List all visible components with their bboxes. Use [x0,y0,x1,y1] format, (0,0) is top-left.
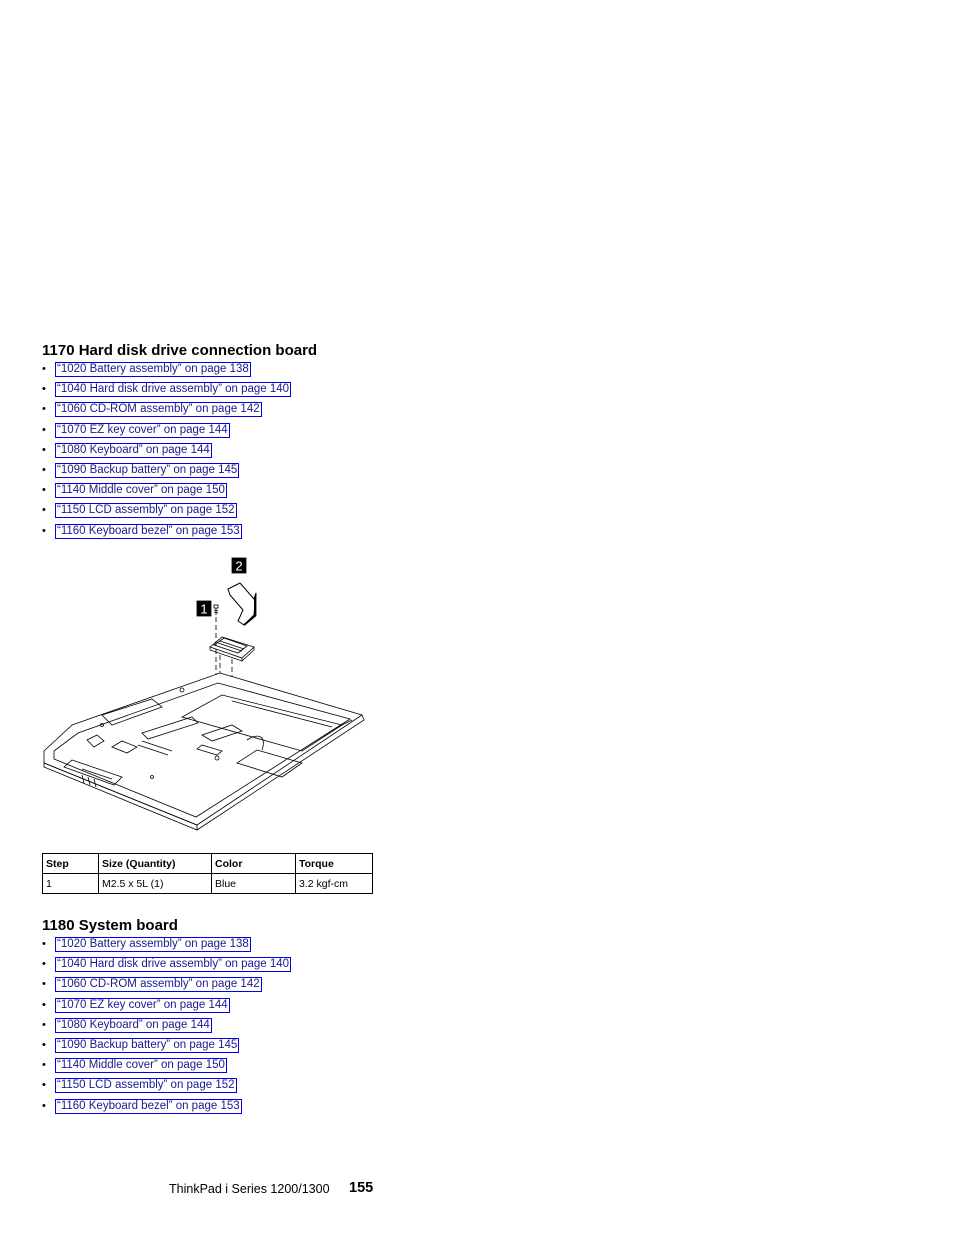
callout-1-label: 1 [200,601,208,617]
bullet-icon: • [42,1038,46,1051]
link-hard-disk-drive-assembly[interactable]: “1040 Hard disk drive assembly” on page 140 [57,958,290,971]
list-item [42,401,291,421]
bullet-icon: • [42,524,46,537]
bullet-icon: • [42,1079,46,1092]
bullet-icon: • [42,443,46,456]
list-item [42,956,291,976]
bullet-icon: • [42,978,46,991]
link-keyboard[interactable]: “1080 Keyboard” on page 144 [57,443,210,456]
list-item [42,1017,291,1037]
list-item [42,936,291,956]
removal-diagram [42,555,372,835]
callout-2-label: 2 [235,558,243,574]
list-item [42,422,291,442]
link-keyboard[interactable]: “1080 Keyboard” on page 144 [57,1018,210,1031]
callout-2 [232,558,246,574]
column-header-step: Step [43,854,99,874]
screw-spec-table [42,853,373,894]
bullet-icon: • [42,958,46,971]
link-lcd-assembly[interactable]: “1150 LCD assembly” on page 152 [57,504,235,517]
table-header-row [43,854,373,874]
list-item [42,482,291,502]
bullet-icon: • [42,403,46,416]
column-header-size: Size (Quantity) [99,854,212,874]
prerequisite-list-hdd-connection-board [42,361,291,543]
bullet-icon: • [42,504,46,517]
bullet-icon: • [42,463,46,476]
link-keyboard-bezel[interactable]: “1160 Keyboard bezel” on page 153 [57,524,240,537]
column-header-color: Color [212,854,296,874]
prerequisite-list-system-board [42,936,291,1118]
list-item [42,442,291,462]
cell-step: 1 [43,874,99,894]
list-item [42,361,291,381]
list-item [42,976,291,996]
bullet-icon: • [42,423,46,436]
link-ez-key-cover[interactable]: “1070 EZ key cover” on page 144 [57,998,228,1011]
link-middle-cover[interactable]: “1140 Middle cover” on page 150 [57,484,225,497]
bullet-icon: • [42,383,46,396]
bullet-icon: • [42,938,46,950]
bullet-icon: • [42,484,46,497]
system-chassis [44,673,364,830]
bullet-icon: • [42,1018,46,1031]
list-item [42,997,291,1017]
table-row [43,874,373,894]
section-heading-hdd-connection-board: 1170 Hard disk drive connection board [42,342,318,359]
list-item [42,1077,291,1097]
callout-1 [197,601,211,617]
list-item [42,502,291,522]
section-heading-system-board: 1180 System board [42,917,178,934]
cell-color: Blue [212,874,296,894]
link-hard-disk-drive-assembly[interactable]: “1040 Hard disk drive assembly” on page 140 [57,383,290,396]
link-backup-battery[interactable]: “1090 Backup battery” on page 145 [57,463,238,476]
footer-book-title: ThinkPad i Series 1200/1300 [169,1182,330,1196]
bullet-icon: • [42,1099,46,1112]
bullet-icon: • [42,363,46,375]
hdd-connection-board [210,637,254,661]
screw-icon [214,605,218,615]
cell-torque: 3.2 kgf-cm [296,874,373,894]
list-item [42,1098,291,1118]
list-item [42,1057,291,1077]
link-middle-cover[interactable]: “1140 Middle cover” on page 150 [57,1059,225,1072]
cell-size: M2.5 x 5L (1) [99,874,212,894]
bullet-icon: • [42,998,46,1011]
link-cd-rom-assembly[interactable]: “1060 CD-ROM assembly” on page 142 [57,978,260,991]
link-keyboard-bezel[interactable]: “1160 Keyboard bezel” on page 153 [57,1099,240,1112]
link-backup-battery[interactable]: “1090 Backup battery” on page 145 [57,1038,238,1051]
footer-page-number: 155 [349,1180,374,1196]
list-item [42,462,291,482]
list-item [42,523,291,543]
link-battery-assembly[interactable]: “1020 Battery assembly” on page 138 [57,938,249,950]
list-item [42,381,291,401]
column-header-torque: Torque [296,854,373,874]
list-item [42,1037,291,1057]
link-battery-assembly[interactable]: “1020 Battery assembly” on page 138 [57,363,249,375]
link-ez-key-cover[interactable]: “1070 EZ key cover” on page 144 [57,423,228,436]
link-cd-rom-assembly[interactable]: “1060 CD-ROM assembly” on page 142 [57,403,260,416]
bullet-icon: • [42,1059,46,1072]
link-lcd-assembly[interactable]: “1150 LCD assembly” on page 152 [57,1079,235,1092]
